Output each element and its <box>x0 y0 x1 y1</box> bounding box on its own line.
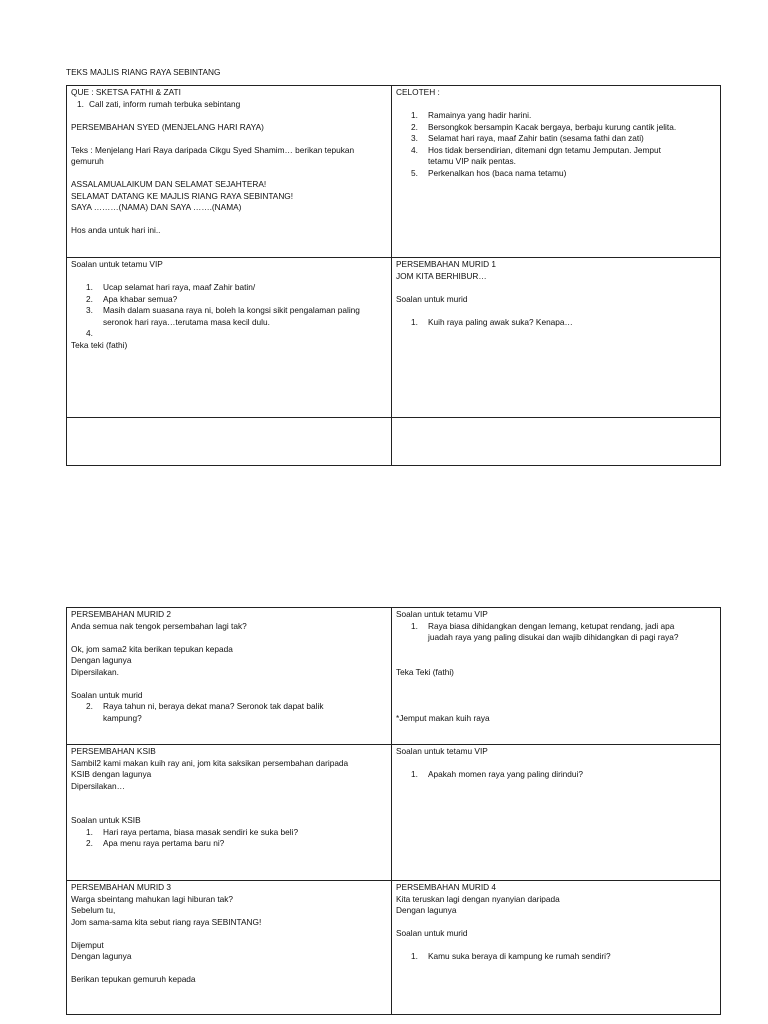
soalan-murid: Soalan untuk murid <box>71 689 143 700</box>
list-item: 1. Call zati, inform rumah terbuka sebintang <box>77 98 241 109</box>
salam-line: SAYA ………(NAMA) DAN SAYA …….(NAMA) <box>71 202 242 212</box>
persembahan-syed: PERSEMBAHAN SYED (MENJELANG HARI RAYA) <box>71 121 264 132</box>
document-title: TEKS MAJLIS RIANG RAYA SEBINTANG <box>66 67 221 77</box>
empty-cell <box>392 418 721 466</box>
vip2-cell <box>392 608 721 745</box>
tepuk-line: Berikan tepukan gemuruh kepada <box>71 974 196 984</box>
murid1-heading: PERSEMBAHAN MURID 1 <box>396 259 497 269</box>
murid2-list <box>71 701 387 724</box>
murid4-heading: PERSEMBAHAN MURID 4 <box>396 882 497 892</box>
ksib-line: KSIB dengan lagunya <box>71 769 152 779</box>
murid2-intro: Dipersilakan. <box>71 666 119 677</box>
vip3-cell <box>392 745 721 881</box>
soalan-vip-list: 1. Ucap selamat hari raya, maaf Zahir batin/ 2. Apa khabar semua? 3. Masih dalam suasana raya ni, boleh la kongsi sikit pengalaman paling seronok hari raya…terutama masa kecil dulu. 4. <box>71 282 387 328</box>
teks-line: Teks : Menjelang Hari Raya daripada Cikgu Syed Shamim… berikan tepukan <box>71 144 355 155</box>
vip3-heading: Soalan untuk tetamu VIP <box>396 746 488 756</box>
murid1-cell <box>392 258 721 418</box>
murid2-intro: Dengan lagunya <box>71 655 132 665</box>
list-item: 3. Masih dalam suasana raya ni, boleh la kongsi sikit pengalaman paling seronok hari raya…terutama masa kecil dulu. <box>86 305 360 327</box>
murid1-line: JOM KITA BERHIBUR… <box>396 270 487 281</box>
que-list <box>71 99 387 111</box>
murid3-heading: PERSEMBAHAN MURID 3 <box>71 882 172 892</box>
teka-teki: Teka Teki (fathi) <box>396 666 454 677</box>
list-item: 5. Perkenalkan hos (baca nama tetamu) <box>411 167 567 178</box>
ksib-list <box>71 827 387 850</box>
list-item: 3. Selamat hari raya, maaf Zahir batin (sesama fathi dan zati) <box>411 133 644 143</box>
murid3-line: Sebelum tu, <box>71 905 116 915</box>
que-heading: QUE : SKETSA FATHI & ZATI <box>71 87 181 97</box>
celoteh-heading: CELOTEH : <box>396 87 440 97</box>
teks-line: gemuruh <box>71 156 104 166</box>
soalan-vip-cell <box>67 258 392 418</box>
salam-line: ASSALAMUALAIKUM DAN SELAMAT SEJAHTERA! <box>71 179 267 189</box>
list-item: 4. Hos tidak bersendirian, ditemani dgn tetamu Jemputan. Jemput tetamu VIP naik pentas. <box>411 144 661 166</box>
murid3-line: Warga sbeintang mahukan lagi hiburan tak? <box>71 893 234 904</box>
soalan-ksib: Soalan untuk KSIB <box>71 815 141 825</box>
list-item: 2. Apa khabar semua? <box>86 293 178 304</box>
que-cell <box>67 86 392 258</box>
soalan-murid: Soalan untuk murid <box>396 293 468 304</box>
list-item: 2. Apa menu raya pertama baru ni? <box>86 838 225 848</box>
murid2-cell <box>67 608 392 745</box>
vip3-list <box>396 769 716 781</box>
murid2-heading: PERSEMBAHAN MURID 2 <box>71 609 172 619</box>
list-item: 1. Raya biasa dihidangkan dengan lemang, ketupat rendang, jadi apa juadah raya yang paling disukai dan wajib dihidangkan di pagi raya? <box>411 620 679 642</box>
list-item: 1. Ucap selamat hari raya, maaf Zahir batin/ <box>86 282 256 292</box>
list-item: 2. Raya tahun ni, beraya dekat mana? Seronok tak dapat balik kampung? <box>86 701 324 723</box>
list-item: 1. Kamu suka beraya di kampung ke rumah sendiri? <box>411 951 611 961</box>
celoteh-cell <box>392 86 721 258</box>
murid3-line: Jom sama-sama kita sebut riang raya SEBINTANG! <box>71 916 262 927</box>
murid4-list <box>396 951 716 963</box>
ksib-line: Dipersilakan… <box>71 780 125 791</box>
murid2-intro: Ok, jom sama2 kita berikan tepukan kepada <box>71 643 233 654</box>
salam-line: SELAMAT DATANG KE MAJLIS RIANG RAYA SEBINTANG! <box>71 190 294 201</box>
empty-cell <box>67 418 392 466</box>
page2-table <box>66 607 721 1015</box>
soalan-vip-heading: Soalan untuk tetamu VIP <box>71 259 163 269</box>
murid2-line: Anda semua nak tengok persembahan lagi tak? <box>71 620 247 631</box>
list-item: 2. Bersongkok bersampin Kacak bergaya, berbaju kurung cantik jelita. <box>411 121 677 132</box>
hos-line: Hos anda untuk hari ini.. <box>71 225 161 235</box>
murid3-line: Dijemput <box>71 939 104 950</box>
murid3-line: Dengan lagunya <box>71 951 132 961</box>
teka-teki: Teka teki (fathi) <box>71 339 128 350</box>
page1-table <box>66 85 721 466</box>
soalan-murid: Soalan untuk murid <box>396 928 468 938</box>
murid4-line: Dengan lagunya <box>396 905 457 915</box>
murid4-line: Kita teruskan lagi dengan nyanyian daripada <box>396 893 560 904</box>
ksib-cell <box>67 745 392 881</box>
ksib-line: Sambil2 kami makan kuih ray ani, jom kita saksikan persembahan daripada <box>71 757 349 768</box>
murid4-cell <box>392 881 721 1015</box>
ksib-heading: PERSEMBAHAN KSIB <box>71 746 156 756</box>
list-item: 1. Kuih raya paling awak suka? Kenapa… <box>411 316 573 327</box>
list-item: 1. Apakah momen raya yang paling dirindui? <box>411 769 583 779</box>
list-item: 1. Hari raya pertama, biasa masak sendiri ke suka beli? <box>86 826 299 837</box>
vip2-heading: Soalan untuk tetamu VIP <box>396 609 488 619</box>
list-item: 1. Ramainya yang hadir harini. <box>411 110 532 120</box>
celoteh-list <box>396 110 716 179</box>
murid1-list <box>396 317 716 329</box>
jemput-line: *Jemput makan kuih raya <box>396 712 490 723</box>
vip2-list <box>396 621 716 644</box>
murid3-cell <box>67 881 392 1015</box>
